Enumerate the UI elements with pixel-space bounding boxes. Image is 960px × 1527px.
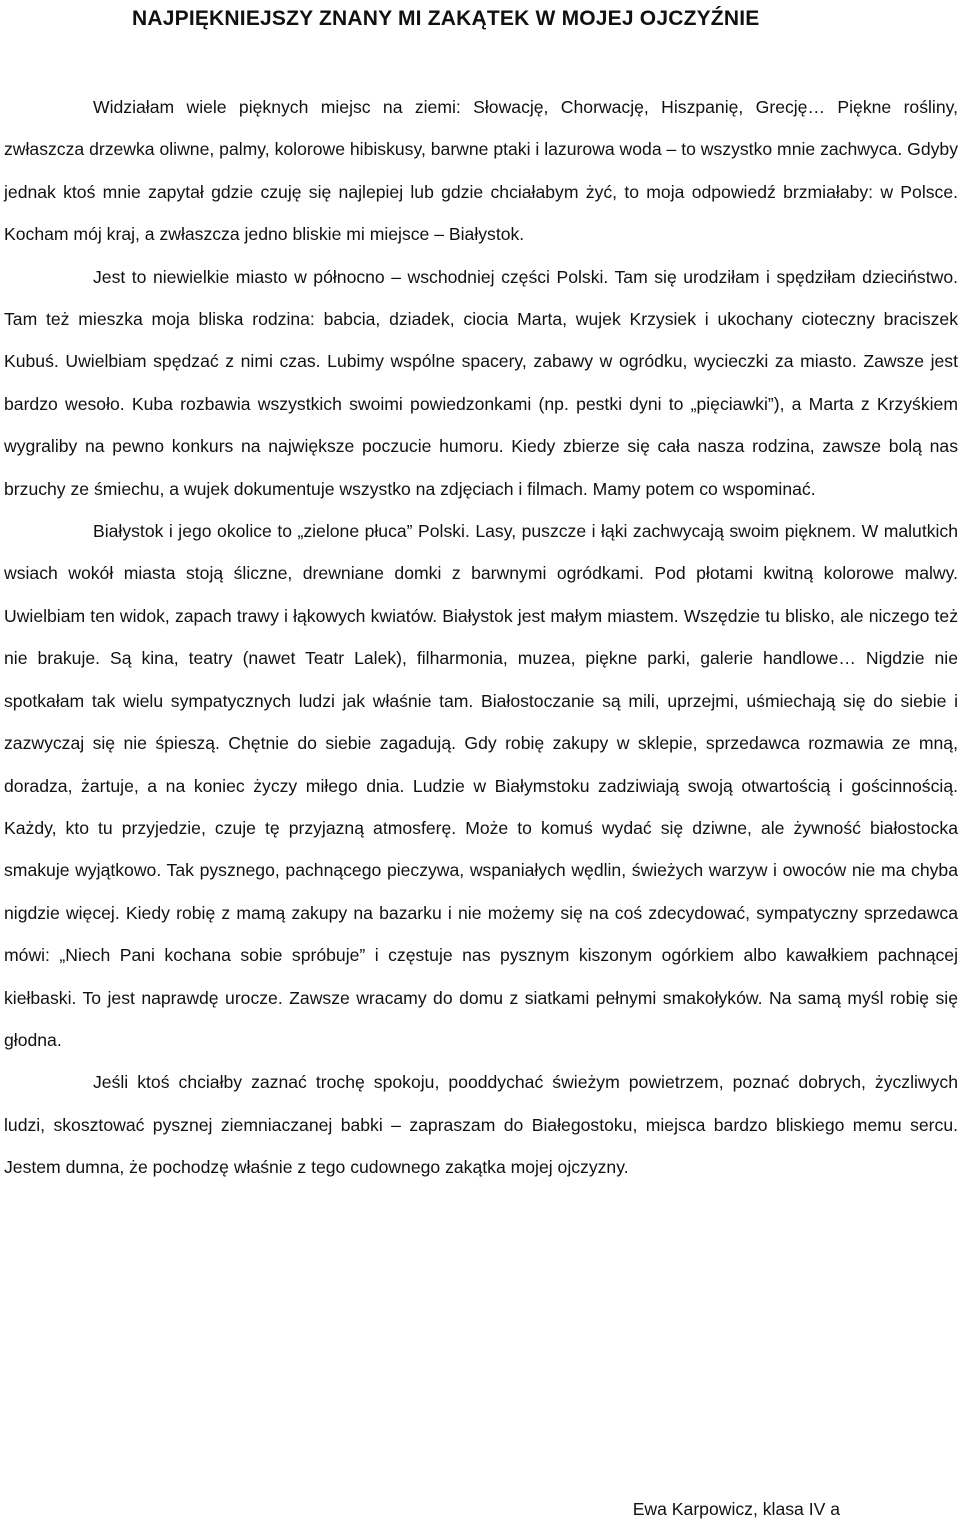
document-title: NAJPIĘKNIEJSZY ZNANY MI ZAKĄTEK W MOJEJ OJCZYŹNIE (132, 7, 760, 30)
paragraph-4: Jeśli ktoś chciałby zaznać trochę spokoju, pooddychać świeżym powietrzem, poznać dobrych, życzliwych ludzi, skosztować pysznej ziemniaczanej babki – zapraszam do Białegostoku, miejsca bardzo bliskiego memu sercu. Jestem dumna, że pochodzę właśnie z tego cudownego zakątka mojej ojczyzny. (4, 1072, 958, 1178)
paragraph-3: Białystok i jego okolice to „zielone płuca” Polski. Lasy, puszcze i łąki zachwycają swoim pięknem. W malutkich wsiach wokół miasta stoją śliczne, drewniane domki z barwnymi ogródkami. Pod płotami kwitną kolorowe malwy. Uwielbiam ten widok, zapach trawy i łąkowych kwiatów. Białystok jest małym miastem. Wszędzie tu blisko, ale niczego też nie brakuje. Są kina, teatry (nawet Teatr Lalek), filharmonia, muzea, piękne parki, galerie handlowe… Nigdzie nie spotkałam tak wielu sympatycznych ludzi jak właśnie tam. Białostoczanie są mili, uprzejmi, uśmiechają się do siebie i zazwyczaj się nie śpieszą. Chętnie do siebie zagadują. Gdy robię zakupy w sklepie, sprzedawca rozmawia ze mną, doradza, żartuje, a na koniec życzy miłego dnia. Ludzie w Białymstoku zadziwiają swoją otwartością i gościnnością. Każdy, kto tu przyjedzie, czuje tę przyjazną atmosferę. Może to komuś wydać się dziwne, ale żywność białostocka smakuje wyjątkowo. Tak pysznego, pachnącego pieczywa, wspaniałych wędlin, świeżych warzyw i owoców nie ma chyba nigdzie więcej. Kiedy robię z mamą zakupy na bazarku i nie możemy się na coś zdecydować, sympatyczny sprzedawca mówi: „Niech Pani kochana sobie spróbuje” i częstuje nas pysznym kiszonym ogórkiem albo kawałkiem pachnącej kiełbaski. To jest naprawdę urocze. Zawsze wracamy do domu z siatkami pełnymi smakołyków. Na samą myśl robię się głodna. (4, 521, 958, 1050)
title-container (4, 0, 958, 34)
author-signature: Ewa Karpowicz, klasa IV a (632, 1499, 840, 1519)
paragraph-1: Widziałam wiele pięknych miejsc na ziemi: Słowację, Chorwację, Hiszpanię, Grecję… Piękne rośliny, zwłaszcza drzewka oliwne, palmy, kolorowe hibiskusy, barwne ptaki i lazurowa woda – to wszystko mnie zachwyca. Gdyby jednak ktoś mnie zapytał gdzie czuję się najlepiej lub gdzie chciałabym żyć, to moja odpowiedź brzmiałaby: w Polsce. Kocham mój kraj, a zwłaszcza jedno bliskie mi miejsce – Białystok. (4, 97, 958, 245)
paragraph-2: Jest to niewielkie miasto w północno – wschodniej części Polski. Tam się urodziłam i spędziłam dzieciństwo. Tam też mieszka moja bliska rodzina: babcia, dziadek, ciocia Marta, wujek Krzysiek i ukochany cioteczny braciszek Kubuś. Uwielbiam spędzać z nimi czas. Lubimy wspólne spacery, zabawy w ogródku, wycieczki za miasto. Zawsze jest bardzo wesoło. Kuba rozbawia wszystkich swoimi powiedzonkami (np. pestki dyni to „pięciawki”), a Marta z Krzyśkiem wygraliby na pewno konkurs na największe poczucie humoru. Kiedy zbierze się cała nasza rodzina, zawsze bolą nas brzuchy ze śmiechu, a wujek dokumentuje wszystko na zdjęciach i filmach. Mamy potem co wspominać. (4, 266, 958, 499)
document-body (4, 86, 958, 1189)
